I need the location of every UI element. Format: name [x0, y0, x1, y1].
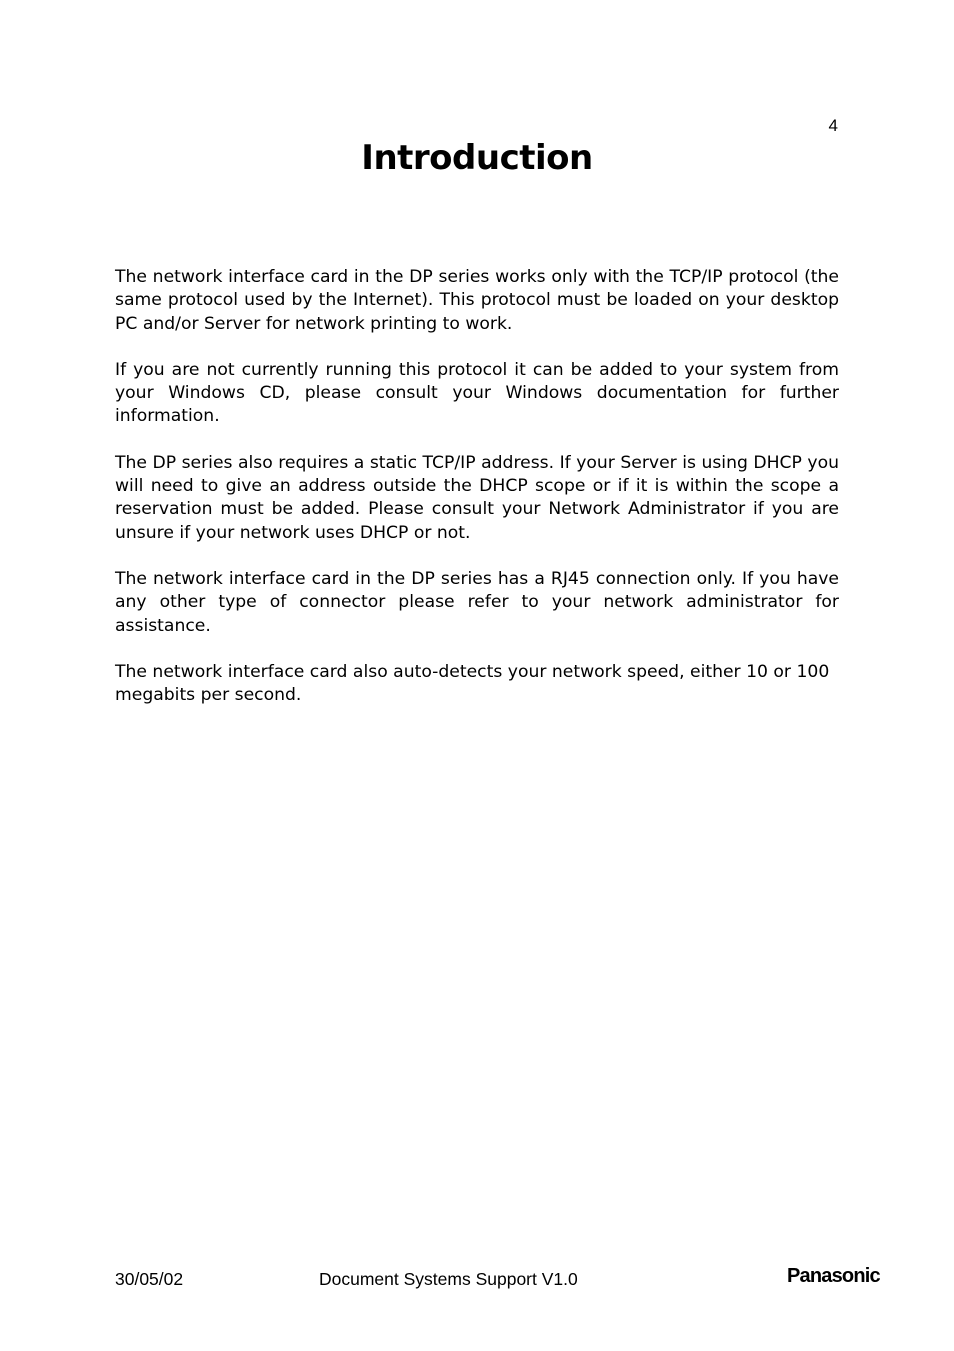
page-number: 4: [828, 116, 838, 135]
paragraph-tcpip-requirement: The network interface card in the DP series works only with the TCP/IP protocol (the same protocol used by the Internet). This protocol must be loaded on your desktop PC and/or Server for network printing to work.: [115, 267, 839, 334]
body-text: [115, 266, 839, 730]
paragraph-protocol-install: If you are not currently running this protocol it can be added to your system from your Windows CD, please consult your Windows documentation for further information.: [115, 359, 839, 427]
paragraph-rj45-connection: The network interface card in the DP series has a RJ45 connection only. If you have any other type of connector please refer to your network administrator for assistance.: [115, 568, 839, 636]
paragraph-static-address: The DP series also requires a static TCP/IP address. If your Server is using DHCP you will need to give an address outside the DHCP scope or if it is within the scope a reservation must be added. Please consult your Network Administrator if you are unsure if your network uses DHCP or not.: [115, 452, 839, 543]
paragraph-network-speed: The network interface card also auto-detects your network speed, either 10 or 100 megabits per second.: [115, 661, 830, 706]
page-title: Introduction: [361, 138, 593, 178]
footer-document-name: Document Systems Support V1.0: [319, 1269, 578, 1289]
footer-date: 30/05/02: [115, 1269, 184, 1289]
panasonic-logo: Panasonic: [787, 1265, 880, 1287]
